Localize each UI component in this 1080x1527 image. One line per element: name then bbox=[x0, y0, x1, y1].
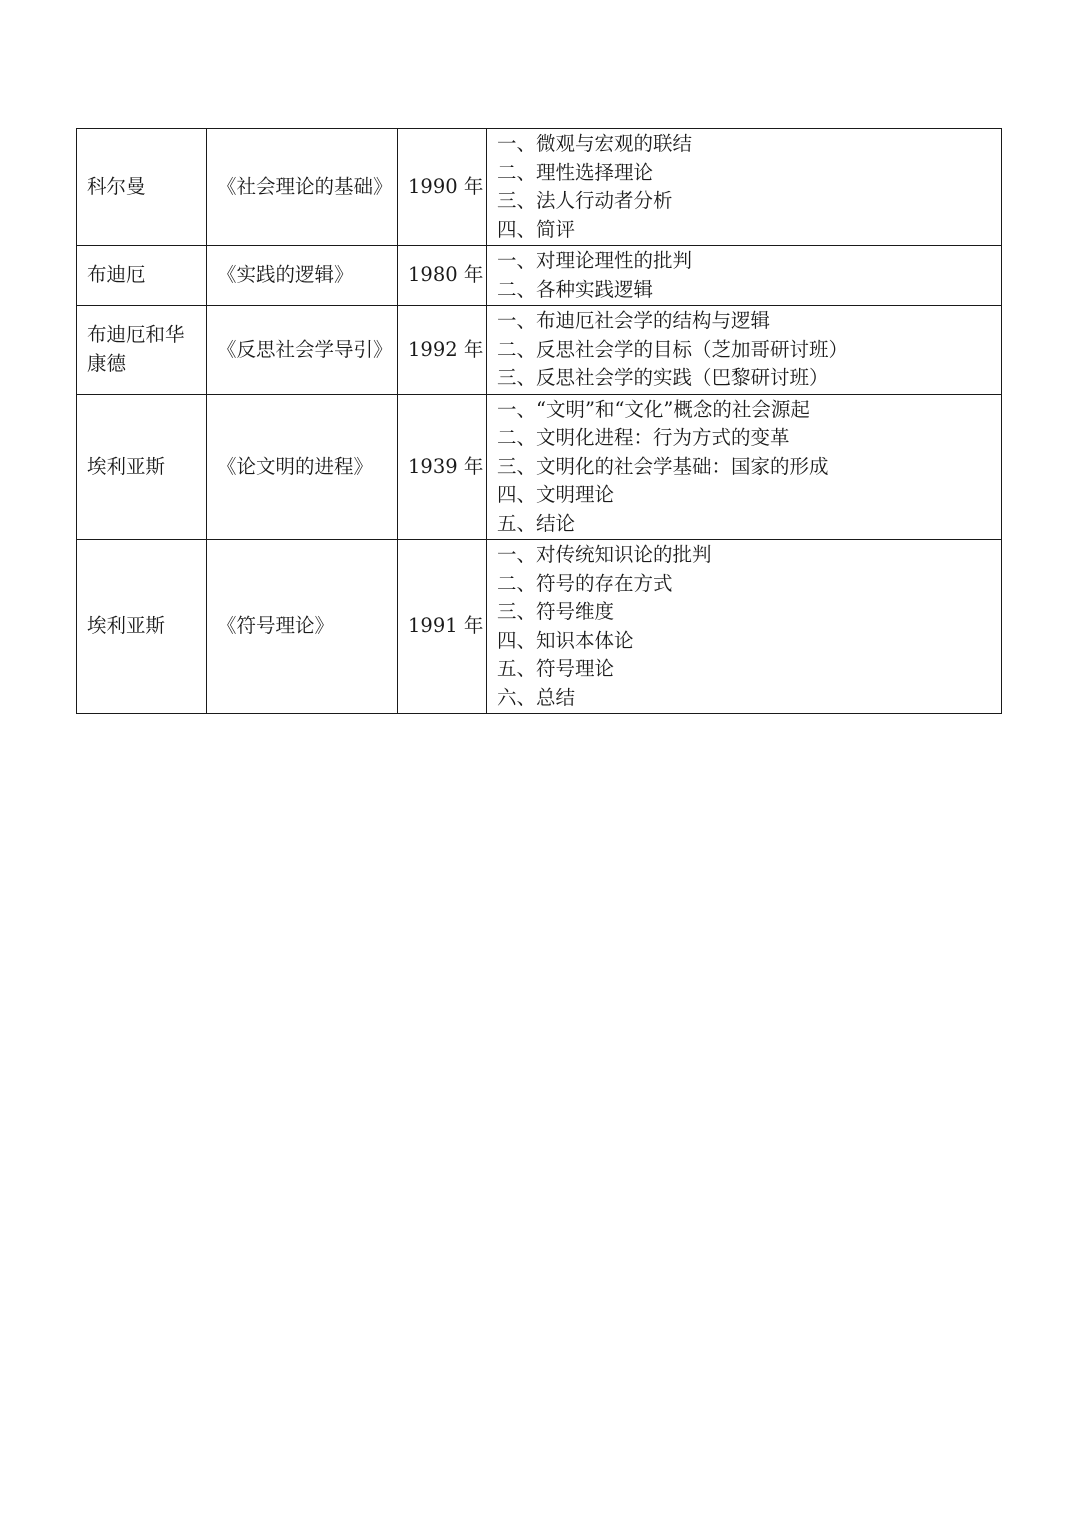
table-row bbox=[77, 129, 1002, 246]
chapters-cell bbox=[487, 246, 1002, 306]
year-cell: 1991 年 bbox=[398, 540, 487, 714]
chapter-item: 四、简评 bbox=[497, 217, 576, 241]
chapter-item: 一、布迪厄社会学的结构与逻辑 bbox=[497, 309, 771, 332]
chapter-item: 二、反思社会学的目标（芝加哥研讨班） bbox=[497, 337, 849, 361]
year-cell: 1980 年 bbox=[398, 246, 487, 306]
chapter-item: 二、各种实践逻辑 bbox=[497, 277, 654, 301]
author-cell: 布迪厄和华康德 bbox=[77, 306, 207, 395]
year-cell: 1990 年 bbox=[398, 129, 487, 246]
year-cell: 1992 年 bbox=[398, 306, 487, 395]
title-cell: 《论文明的进程》 bbox=[207, 394, 398, 540]
chapter-item: 五、符号理论 bbox=[497, 657, 615, 680]
book-table bbox=[76, 128, 1002, 714]
title-cell: 《符号理论》 bbox=[207, 540, 398, 714]
chapter-item: 三、法人行动者分析 bbox=[497, 189, 673, 212]
chapter-item: 一、“文明”和“文化”概念的社会源起 bbox=[497, 397, 810, 421]
author-cell: 科尔曼 bbox=[77, 129, 207, 246]
title-cell: 《反思社会学导引》 bbox=[207, 306, 398, 395]
author-cell: 埃利亚斯 bbox=[77, 540, 207, 714]
chapter-item: 五、结论 bbox=[497, 511, 576, 535]
chapter-item: 二、理性选择理论 bbox=[497, 160, 654, 184]
chapter-item: 一、对传统知识论的批判 bbox=[497, 543, 712, 566]
chapter-item: 四、文明理论 bbox=[497, 483, 615, 506]
table-row bbox=[77, 540, 1002, 714]
title-cell: 《实践的逻辑》 bbox=[207, 246, 398, 306]
chapter-item: 四、知识本体论 bbox=[497, 628, 634, 652]
chapters-cell bbox=[487, 394, 1002, 540]
author-cell: 布迪厄 bbox=[77, 246, 207, 306]
chapter-item: 二、符号的存在方式 bbox=[497, 571, 673, 595]
chapter-item: 二、文明化进程：行为方式的变革 bbox=[497, 426, 790, 449]
table-row bbox=[77, 394, 1002, 540]
chapter-item: 六、总结 bbox=[497, 685, 576, 709]
chapter-item: 一、微观与宏观的联结 bbox=[497, 132, 693, 155]
table-row bbox=[77, 306, 1002, 395]
chapter-item: 三、文明化的社会学基础：国家的形成 bbox=[497, 454, 829, 478]
chapters-cell bbox=[487, 540, 1002, 714]
chapter-item: 三、符号维度 bbox=[497, 600, 615, 623]
chapter-item: 一、对理论理性的批判 bbox=[497, 249, 693, 272]
chapters-cell bbox=[487, 129, 1002, 246]
author-cell: 埃利亚斯 bbox=[77, 394, 207, 540]
year-cell: 1939 年 bbox=[398, 394, 487, 540]
title-cell: 《社会理论的基础》 bbox=[207, 129, 398, 246]
chapters-cell bbox=[487, 306, 1002, 395]
table-row bbox=[77, 246, 1002, 306]
chapter-item: 三、反思社会学的实践（巴黎研讨班） bbox=[497, 366, 829, 389]
